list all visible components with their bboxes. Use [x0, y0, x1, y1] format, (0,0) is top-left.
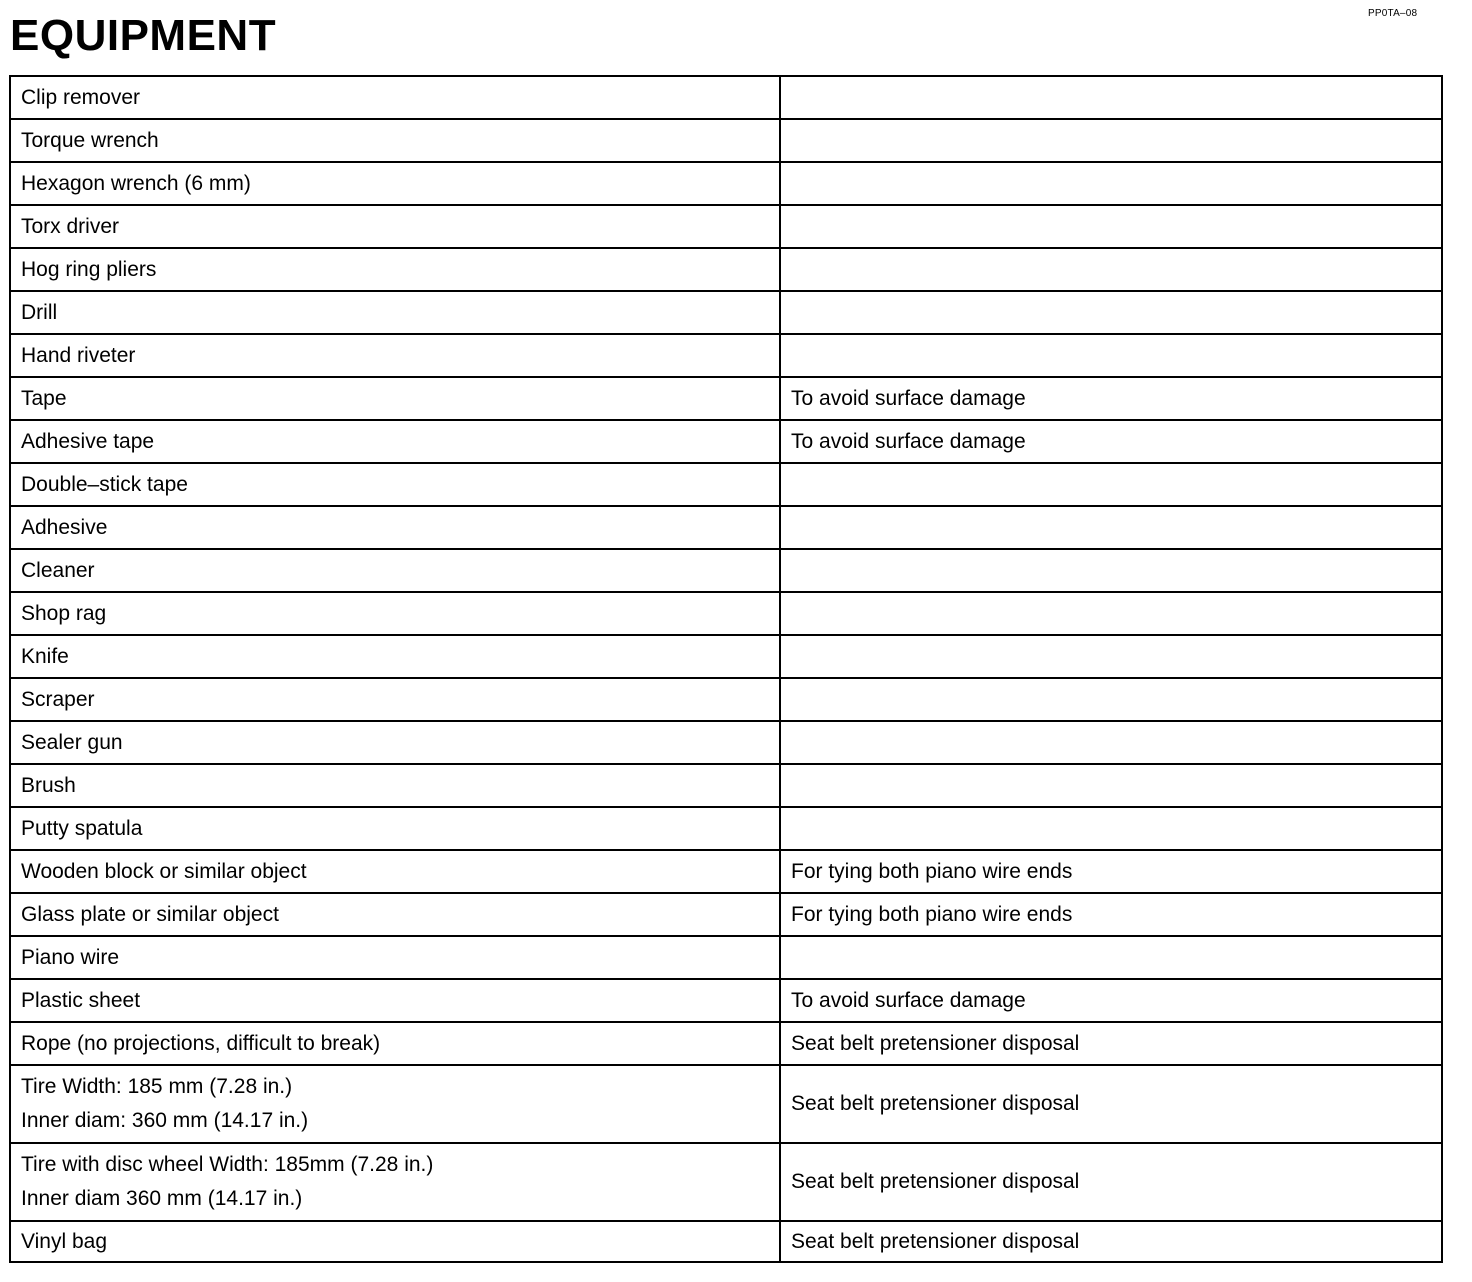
equipment-item: Tire with disc wheel Width: 185mm (7.28 in.) Inner diam 360 mm (14.17 in.): [10, 1143, 780, 1221]
table-row: [10, 678, 1442, 721]
table-row: [10, 936, 1442, 979]
equipment-note: [780, 592, 1442, 635]
table-row: [10, 850, 1442, 893]
equipment-item: Tape: [10, 377, 780, 420]
table-row: [10, 1143, 1442, 1221]
equipment-item: Vinyl bag: [10, 1221, 780, 1262]
equipment-item: Torque wrench: [10, 119, 780, 162]
equipment-note: Seat belt pretensioner disposal: [780, 1143, 1442, 1221]
equipment-item: Double–stick tape: [10, 463, 780, 506]
equipment-note: [780, 936, 1442, 979]
table-row: [10, 764, 1442, 807]
table-row: [10, 334, 1442, 377]
equipment-item: Wooden block or similar object: [10, 850, 780, 893]
table-row: [10, 1065, 1442, 1143]
table-row: [10, 119, 1442, 162]
equipment-note: For tying both piano wire ends: [780, 893, 1442, 936]
equipment-note: To avoid surface damage: [780, 377, 1442, 420]
equipment-item: Cleaner: [10, 549, 780, 592]
table-row: [10, 506, 1442, 549]
equipment-item: Adhesive tape: [10, 420, 780, 463]
equipment-item: Hand riveter: [10, 334, 780, 377]
equipment-item: Sealer gun: [10, 721, 780, 764]
document-code: PP0TA–08: [1368, 8, 1418, 19]
equipment-item: Brush: [10, 764, 780, 807]
page-title: EQUIPMENT: [10, 11, 277, 60]
equipment-note: [780, 721, 1442, 764]
equipment-note: [780, 463, 1442, 506]
table-row: [10, 291, 1442, 334]
equipment-note: [780, 549, 1442, 592]
equipment-table: [9, 75, 1443, 1263]
table-row: [10, 979, 1442, 1022]
equipment-item: Plastic sheet: [10, 979, 780, 1022]
equipment-note: [780, 678, 1442, 721]
table-row: [10, 1022, 1442, 1065]
equipment-note: To avoid surface damage: [780, 979, 1442, 1022]
table-row: [10, 377, 1442, 420]
equipment-item: Clip remover: [10, 76, 780, 119]
equipment-note: Seat belt pretensioner disposal: [780, 1065, 1442, 1143]
equipment-note: Seat belt pretensioner disposal: [780, 1221, 1442, 1262]
equipment-note: [780, 506, 1442, 549]
table-row: [10, 635, 1442, 678]
equipment-item: Hexagon wrench (6 mm): [10, 162, 780, 205]
equipment-note: For tying both piano wire ends: [780, 850, 1442, 893]
table-row: [10, 549, 1442, 592]
equipment-item: Drill: [10, 291, 780, 334]
equipment-item: Rope (no projections, difficult to break): [10, 1022, 780, 1065]
table-row: [10, 463, 1442, 506]
equipment-note: [780, 205, 1442, 248]
equipment-note: [780, 162, 1442, 205]
equipment-item: Torx driver: [10, 205, 780, 248]
equipment-item: Scraper: [10, 678, 780, 721]
equipment-item: Knife: [10, 635, 780, 678]
table-row: [10, 721, 1442, 764]
equipment-note: To avoid surface damage: [780, 420, 1442, 463]
table-row: [10, 1221, 1442, 1262]
table-row: [10, 807, 1442, 850]
equipment-note: [780, 635, 1442, 678]
equipment-item: Tire Width: 185 mm (7.28 in.) Inner diam: 360 mm (14.17 in.): [10, 1065, 780, 1143]
equipment-item: Hog ring pliers: [10, 248, 780, 291]
equipment-note: [780, 291, 1442, 334]
table-row: [10, 893, 1442, 936]
equipment-note: [780, 807, 1442, 850]
equipment-note: [780, 764, 1442, 807]
equipment-note: [780, 334, 1442, 377]
table-row: [10, 162, 1442, 205]
table-row: [10, 205, 1442, 248]
equipment-item: Piano wire: [10, 936, 780, 979]
equipment-item: Glass plate or similar object: [10, 893, 780, 936]
equipment-note: Seat belt pretensioner disposal: [780, 1022, 1442, 1065]
equipment-note: [780, 248, 1442, 291]
equipment-item: Shop rag: [10, 592, 780, 635]
table-row: [10, 420, 1442, 463]
table-row: [10, 76, 1442, 119]
equipment-note: [780, 76, 1442, 119]
table-row: [10, 248, 1442, 291]
equipment-item: Adhesive: [10, 506, 780, 549]
equipment-note: [780, 119, 1442, 162]
table-row: [10, 592, 1442, 635]
equipment-item: Putty spatula: [10, 807, 780, 850]
